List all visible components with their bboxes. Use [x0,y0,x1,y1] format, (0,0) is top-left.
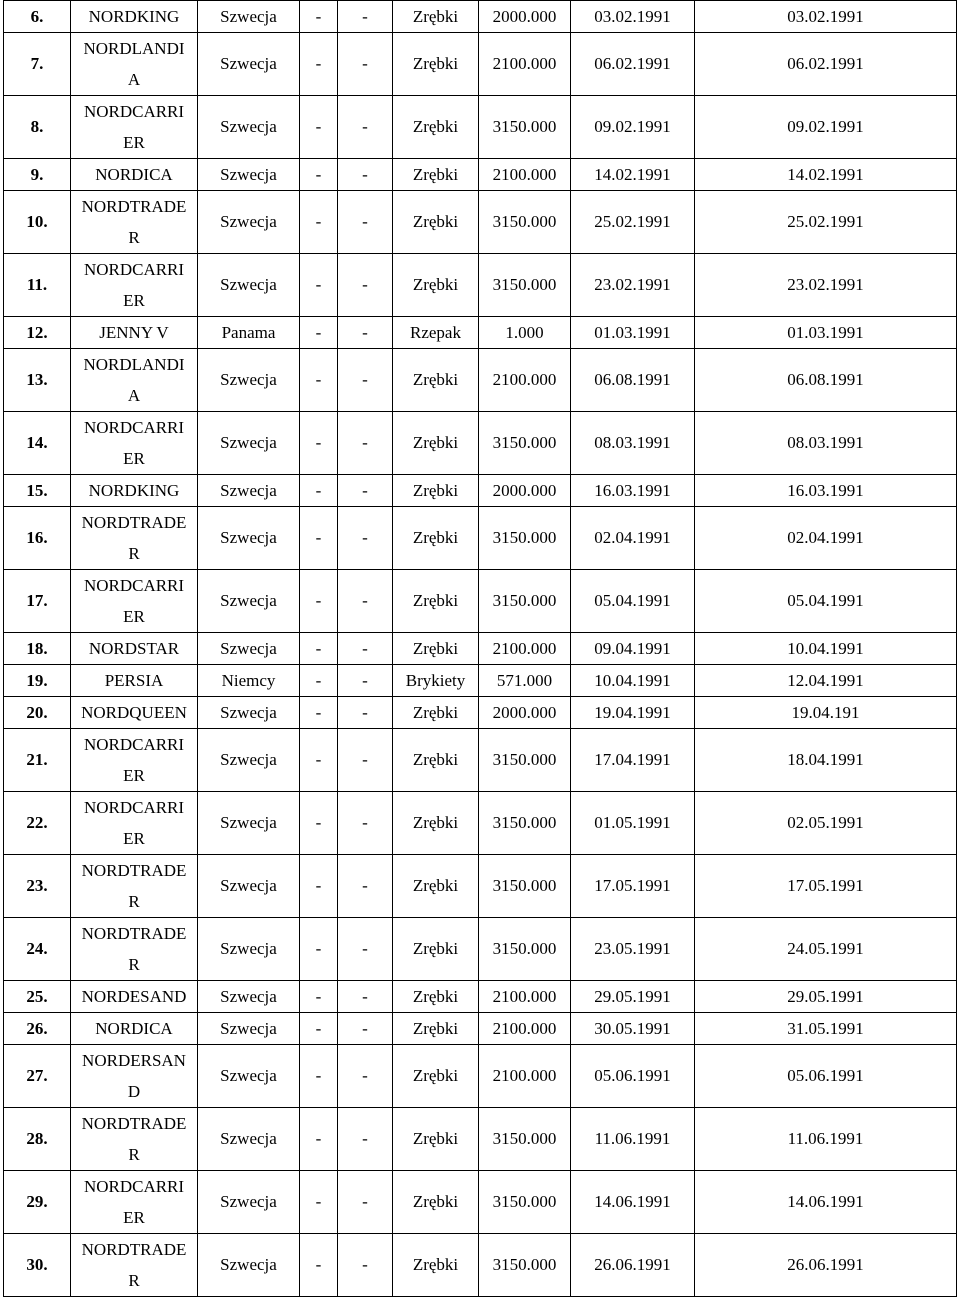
table-row [4,1234,957,1297]
dash-cell: - [338,317,393,349]
date-arrival-cell: 23.05.1991 [571,918,695,981]
country-cell: Szwecja [198,475,300,507]
date-departure-cell: 05.06.1991 [695,1045,957,1108]
dash-cell: - [338,507,393,570]
quantity-cell: 3150.000 [479,570,571,633]
date-departure-cell: 12.04.1991 [695,665,957,697]
date-arrival-cell: 19.04.1991 [571,697,695,729]
ship-name-line: R [128,1271,140,1290]
row-number: 19. [4,665,71,697]
row-number: 18. [4,633,71,665]
date-arrival-cell: 06.08.1991 [571,349,695,412]
quantity-cell: 3150.000 [479,1234,571,1297]
table-row [4,317,957,349]
table-row [4,1171,957,1234]
ship-name-line: NORDTRADE [81,197,187,216]
country-cell: Szwecja [198,349,300,412]
dash-cell: - [338,697,393,729]
date-arrival-cell: 16.03.1991 [571,475,695,507]
dash-cell: - [300,254,338,317]
cargo-cell: Zrębki [393,792,479,855]
ship-name-line: JENNY V [99,323,169,342]
ship-name-line: NORDICA [95,165,173,184]
dash-cell: - [338,475,393,507]
ship-name-cell [71,1108,198,1171]
country-cell: Szwecja [198,1108,300,1171]
cargo-cell: Zrębki [393,412,479,475]
date-arrival-cell: 09.02.1991 [571,96,695,159]
row-number: 13. [4,349,71,412]
dash-cell: - [338,729,393,792]
cargo-cell: Zrębki [393,570,479,633]
dash-cell: - [300,191,338,254]
ship-name-line: NORDKING [88,481,180,500]
table-row [4,981,957,1013]
dash-cell: - [338,349,393,412]
ship-name-line: NORDSTAR [88,639,180,658]
country-cell: Szwecja [198,254,300,317]
quantity-cell: 3150.000 [479,792,571,855]
cargo-cell: Brykiety [393,665,479,697]
date-departure-cell: 14.02.1991 [695,159,957,191]
country-cell: Szwecja [198,96,300,159]
dash-cell: - [338,159,393,191]
cargo-cell: Zrębki [393,33,479,96]
table-row [4,349,957,412]
quantity-cell: 2100.000 [479,33,571,96]
dash-cell: - [300,855,338,918]
ship-name-cell [71,1,198,33]
dash-cell: - [338,1108,393,1171]
quantity-cell: 2000.000 [479,1,571,33]
dash-cell: - [338,1045,393,1108]
date-arrival-cell: 29.05.1991 [571,981,695,1013]
dash-cell: - [300,1108,338,1171]
row-number: 30. [4,1234,71,1297]
cargo-cell: Zrębki [393,1,479,33]
country-cell: Szwecja [198,855,300,918]
ship-name-cell [71,665,198,697]
ship-name-line: NORDTRADE [81,1240,187,1259]
date-departure-cell: 17.05.1991 [695,855,957,918]
dash-cell: - [338,1013,393,1045]
dash-cell: - [300,412,338,475]
dash-cell: - [300,665,338,697]
ship-name-line: NORDESAND [81,987,187,1006]
country-cell: Szwecja [198,507,300,570]
quantity-cell: 2100.000 [479,981,571,1013]
cargo-cell: Zrębki [393,633,479,665]
table-row [4,665,957,697]
ship-name-cell [71,349,198,412]
row-number: 23. [4,855,71,918]
ship-name-line: A [127,70,141,89]
dash-cell: - [338,1234,393,1297]
quantity-cell: 3150.000 [479,1171,571,1234]
ship-name-cell [71,1013,198,1045]
ship-name-line: ER [123,133,145,152]
date-departure-cell: 25.02.1991 [695,191,957,254]
ship-name-line: ER [123,829,145,848]
table-row [4,33,957,96]
country-cell: Szwecja [198,918,300,981]
ship-name-cell [71,918,198,981]
date-arrival-cell: 11.06.1991 [571,1108,695,1171]
quantity-cell: 2100.000 [479,633,571,665]
table-body [4,1,957,1297]
row-number: 12. [4,317,71,349]
ship-name-line: ER [123,449,145,468]
dash-cell: - [300,1,338,33]
ship-name-line: PERSIA [104,671,164,690]
date-departure-cell: 31.05.1991 [695,1013,957,1045]
date-arrival-cell: 05.06.1991 [571,1045,695,1108]
country-cell: Szwecja [198,1013,300,1045]
row-number: 6. [4,1,71,33]
ship-name-line: NORDQUEEN [81,703,187,722]
ship-name-line: A [127,386,141,405]
ship-name-line: NORDCARRI [83,1177,185,1196]
table-row [4,507,957,570]
date-departure-cell: 08.03.1991 [695,412,957,475]
ship-name-line: ER [123,766,145,785]
table-row [4,918,957,981]
quantity-cell: 3150.000 [479,729,571,792]
dash-cell: - [300,317,338,349]
date-departure-cell: 29.05.1991 [695,981,957,1013]
ship-name-cell [71,981,198,1013]
quantity-cell: 3150.000 [479,855,571,918]
date-arrival-cell: 23.02.1991 [571,254,695,317]
ship-name-cell [71,317,198,349]
dash-cell: - [300,475,338,507]
dash-cell: - [338,191,393,254]
ship-name-cell [71,507,198,570]
date-arrival-cell: 01.05.1991 [571,792,695,855]
date-arrival-cell: 17.05.1991 [571,855,695,918]
cargo-cell: Zrębki [393,507,479,570]
quantity-cell: 1.000 [479,317,571,349]
row-number: 21. [4,729,71,792]
cargo-cell: Zrębki [393,981,479,1013]
country-cell: Szwecja [198,981,300,1013]
ship-name-line: ER [123,1208,145,1227]
ship-name-line: R [128,955,140,974]
date-departure-cell: 16.03.1991 [695,475,957,507]
cargo-cell: Zrębki [393,918,479,981]
quantity-cell: 3150.000 [479,254,571,317]
quantity-cell: 3150.000 [479,96,571,159]
table-row [4,1013,957,1045]
date-arrival-cell: 10.04.1991 [571,665,695,697]
ship-name-cell [71,475,198,507]
ship-name-line: NORDCARRI [83,735,185,754]
cargo-cell: Zrębki [393,1171,479,1234]
cargo-cell: Zrębki [393,349,479,412]
country-cell: Panama [198,317,300,349]
ship-name-line: NORDTRADE [81,861,187,880]
row-number: 28. [4,1108,71,1171]
date-departure-cell: 18.04.1991 [695,729,957,792]
dash-cell: - [300,159,338,191]
table-row [4,1,957,33]
date-arrival-cell: 02.04.1991 [571,507,695,570]
row-number: 17. [4,570,71,633]
date-departure-cell: 01.03.1991 [695,317,957,349]
row-number: 15. [4,475,71,507]
ship-name-line: NORDCARRI [83,418,185,437]
dash-cell: - [338,96,393,159]
ship-name-cell [71,855,198,918]
ship-name-line: NORDCARRI [83,260,185,279]
country-cell: Szwecja [198,792,300,855]
row-number: 16. [4,507,71,570]
date-departure-cell: 11.06.1991 [695,1108,957,1171]
ship-name-line: R [128,544,140,563]
quantity-cell: 3150.000 [479,191,571,254]
ship-name-cell [71,697,198,729]
quantity-cell: 2000.000 [479,697,571,729]
dash-cell: - [338,981,393,1013]
row-number: 20. [4,697,71,729]
dash-cell: - [300,697,338,729]
date-departure-cell: 09.02.1991 [695,96,957,159]
date-arrival-cell: 25.02.1991 [571,191,695,254]
quantity-cell: 2100.000 [479,1013,571,1045]
cargo-cell: Zrębki [393,855,479,918]
ship-name-line: ER [123,607,145,626]
country-cell: Szwecja [198,159,300,191]
ship-name-line: NORDERSAN [82,1051,186,1070]
date-departure-cell: 24.05.1991 [695,918,957,981]
quantity-cell: 2100.000 [479,349,571,412]
quantity-cell: 571.000 [479,665,571,697]
date-arrival-cell: 08.03.1991 [571,412,695,475]
ship-name-line: R [128,228,140,247]
row-number: 11. [4,254,71,317]
ship-name-cell [71,1045,198,1108]
dash-cell: - [300,507,338,570]
row-number: 22. [4,792,71,855]
date-arrival-cell: 26.06.1991 [571,1234,695,1297]
quantity-cell: 3150.000 [479,918,571,981]
row-number: 10. [4,191,71,254]
date-arrival-cell: 09.04.1991 [571,633,695,665]
ship-name-cell [71,729,198,792]
dash-cell: - [338,1171,393,1234]
ship-name-cell [71,633,198,665]
dash-cell: - [338,665,393,697]
cargo-cell: Zrębki [393,159,479,191]
country-cell: Szwecja [198,570,300,633]
dash-cell: - [338,1,393,33]
ship-name-line: NORDKING [88,7,180,26]
date-arrival-cell: 17.04.1991 [571,729,695,792]
row-number: 27. [4,1045,71,1108]
dash-cell: - [338,570,393,633]
ship-name-line: R [128,892,140,911]
table-row [4,633,957,665]
country-cell: Szwecja [198,1045,300,1108]
country-cell: Niemcy [198,665,300,697]
dash-cell: - [300,633,338,665]
date-departure-cell: 05.04.1991 [695,570,957,633]
ship-name-cell [71,570,198,633]
date-arrival-cell: 06.02.1991 [571,33,695,96]
country-cell: Szwecja [198,191,300,254]
cargo-cell: Zrębki [393,475,479,507]
row-number: 25. [4,981,71,1013]
ship-name-line: D [127,1082,141,1101]
cargo-cell: Zrębki [393,1234,479,1297]
ship-name-line: NORDTRADE [81,513,187,532]
cargo-cell: Zrębki [393,254,479,317]
country-cell: Szwecja [198,1171,300,1234]
dash-cell: - [300,1045,338,1108]
ship-name-cell [71,33,198,96]
ship-name-line: NORDLANDI [83,39,185,58]
country-cell: Szwecja [198,1234,300,1297]
country-cell: Szwecja [198,729,300,792]
dash-cell: - [300,729,338,792]
row-number: 14. [4,412,71,475]
ship-name-cell [71,792,198,855]
dash-cell: - [300,1234,338,1297]
dash-cell: - [300,918,338,981]
ship-name-line: NORDLANDI [83,355,185,374]
ship-name-line: NORDCARRI [83,798,185,817]
dash-cell: - [300,1171,338,1234]
date-departure-cell: 14.06.1991 [695,1171,957,1234]
quantity-cell: 3150.000 [479,412,571,475]
cargo-cell: Zrębki [393,96,479,159]
date-arrival-cell: 05.04.1991 [571,570,695,633]
dash-cell: - [338,855,393,918]
dash-cell: - [338,254,393,317]
date-arrival-cell: 30.05.1991 [571,1013,695,1045]
dash-cell: - [338,412,393,475]
row-number: 9. [4,159,71,191]
row-number: 8. [4,96,71,159]
ship-name-cell [71,412,198,475]
table-row [4,792,957,855]
country-cell: Szwecja [198,633,300,665]
cargo-cell: Zrębki [393,1013,479,1045]
table-row [4,412,957,475]
ship-name-line: NORDCARRI [83,576,185,595]
ship-name-cell [71,159,198,191]
table-row [4,96,957,159]
ship-name-cell [71,254,198,317]
ship-name-line: ER [123,291,145,310]
row-number: 24. [4,918,71,981]
cargo-cell: Zrębki [393,697,479,729]
quantity-cell: 2000.000 [479,475,571,507]
country-cell: Szwecja [198,33,300,96]
cargo-cell: Rzepak [393,317,479,349]
dash-cell: - [300,981,338,1013]
dash-cell: - [300,792,338,855]
quantity-cell: 2100.000 [479,159,571,191]
table-row [4,159,957,191]
cargo-cell: Zrębki [393,191,479,254]
table-row [4,191,957,254]
date-arrival-cell: 14.02.1991 [571,159,695,191]
table-row [4,1108,957,1171]
date-departure-cell: 26.06.1991 [695,1234,957,1297]
table-row [4,697,957,729]
quantity-cell: 2100.000 [479,1045,571,1108]
table-row [4,729,957,792]
row-number: 26. [4,1013,71,1045]
date-departure-cell: 06.02.1991 [695,33,957,96]
row-number: 29. [4,1171,71,1234]
dash-cell: - [338,633,393,665]
ship-name-line: NORDICA [95,1019,173,1038]
cargo-cell: Zrębki [393,729,479,792]
ship-name-line: R [128,1145,140,1164]
dash-cell: - [300,349,338,412]
quantity-cell: 3150.000 [479,1108,571,1171]
dash-cell: - [300,570,338,633]
dash-cell: - [300,33,338,96]
country-cell: Szwecja [198,697,300,729]
date-departure-cell: 03.02.1991 [695,1,957,33]
quantity-cell: 3150.000 [479,507,571,570]
ship-name-line: NORDCARRI [83,102,185,121]
ship-name-cell [71,191,198,254]
ship-name-cell [71,96,198,159]
date-arrival-cell: 14.06.1991 [571,1171,695,1234]
dash-cell: - [338,33,393,96]
dash-cell: - [300,96,338,159]
ship-name-line: NORDTRADE [81,1114,187,1133]
ship-name-cell [71,1234,198,1297]
table-row [4,475,957,507]
ship-register-table [3,0,957,1297]
table-row [4,1045,957,1108]
date-departure-cell: 23.02.1991 [695,254,957,317]
ship-name-line: NORDTRADE [81,924,187,943]
date-departure-cell: 06.08.1991 [695,349,957,412]
country-cell: Szwecja [198,412,300,475]
date-departure-cell: 10.04.1991 [695,633,957,665]
date-arrival-cell: 01.03.1991 [571,317,695,349]
dash-cell: - [338,918,393,981]
cargo-cell: Zrębki [393,1108,479,1171]
cargo-cell: Zrębki [393,1045,479,1108]
table-row [4,570,957,633]
ship-name-cell [71,1171,198,1234]
country-cell: Szwecja [198,1,300,33]
dash-cell: - [300,1013,338,1045]
date-departure-cell: 19.04.191 [695,697,957,729]
table-row [4,855,957,918]
table-row [4,254,957,317]
dash-cell: - [338,792,393,855]
row-number: 7. [4,33,71,96]
date-departure-cell: 02.04.1991 [695,507,957,570]
date-arrival-cell: 03.02.1991 [571,1,695,33]
date-departure-cell: 02.05.1991 [695,792,957,855]
